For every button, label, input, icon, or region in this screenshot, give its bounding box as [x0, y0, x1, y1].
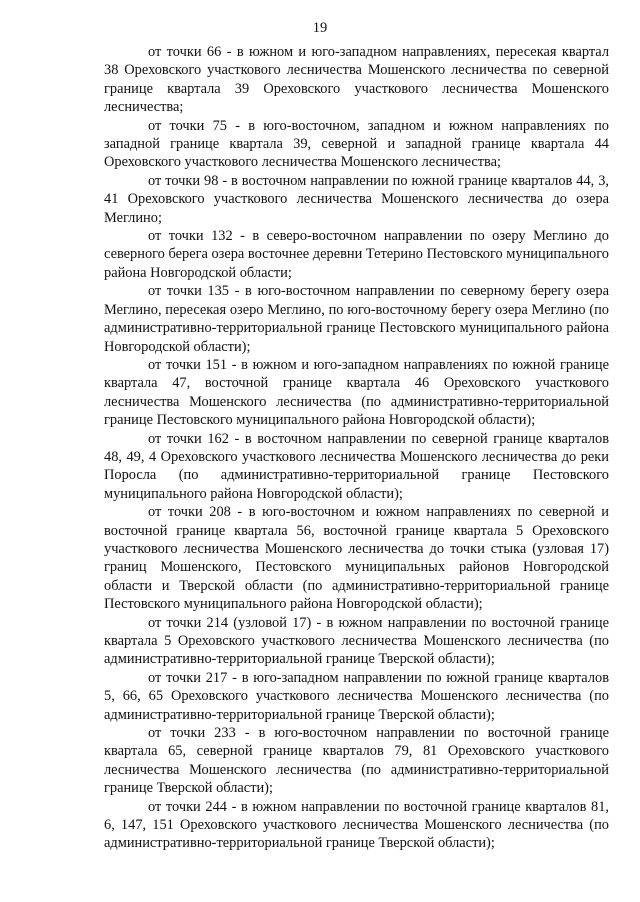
boundary-paragraph-10: от точки 217 - в юго-западном направлении по южной границе кварталов 5, 66, 65 Ореховского участкового лесничества Мошенского лесничества (по административно-территориальной границе Тверской области); [104, 669, 609, 723]
boundary-paragraph-3: от точки 98 - в восточном направлении по южной границе кварталов 44, 3, 41 Ореховского участкового лесничества Мошенского лесничества до озера Меглино; [104, 172, 609, 226]
boundary-paragraph-12: от точки 244 - в южном направлении по восточной границе кварталов 81, 6, 147, 151 Ореховского участкового лесничества Мошенского лесничества (по административно-территориальной границе Тверской области); [104, 798, 609, 852]
boundary-paragraph-6: от точки 151 - в южном и юго-западном направлениях по южной границе квартала 47, восточной границе квартала 46 Ореховского участкового лесничества Мошенского лесничества (по административно-территориальной границе Пестовского муниципального района Новгородской области); [104, 356, 609, 429]
boundary-paragraph-11: от точки 233 - в юго-восточном направлении по восточной границе квартала 65, северной границе кварталов 79, 81 Ореховского участкового лесничества Мошенского лесничества (по административно-территориальной границе Тверской области); [104, 725, 609, 797]
boundary-description [104, 43, 609, 853]
boundary-paragraph-8: от точки 208 - в юго-восточном и южном направлениях по северной и восточной границе квартала 56, восточной границе квартала 5 Ореховского участкового лесничества Мошенского лесничества до точки стыка (узловая 17) границ Мошенского, Пестовского муниципальных районов Новгородской области и Тверской области (по административно-территориальной границе Пестовского муниципального района Новгородской области); [104, 504, 609, 613]
boundary-paragraph-9: от точки 214 (узловой 17) - в южном направлении по восточной границе квартала 5 Ореховского участкового лесничества Мошенского лесничества (по административно-территориальной границе Тверской области); [104, 614, 609, 668]
boundary-paragraph-1: от точки 66 - в южном и юго-западном направлениях, пересекая квартал 38 Ореховского участкового лесничества Мошенского лесничества по северной границе квартала 39 Ореховского участкового лесничества Мошенского лесничества; [104, 44, 609, 116]
page-number: 19 [312, 20, 328, 36]
boundary-paragraph-7: от точки 162 - в восточном направлении по северной границе кварталов 48, 49, 4 Ореховского участкового лесничества Мошенского лесничества до реки Поросла (по административно-территориальной границе Пестовского муниципального района Новгородской области); [104, 430, 609, 502]
boundary-paragraph-2: от точки 75 - в юго-восточном, западном и южном направлениях по западной границе квартала 39, северной и западной границе квартала 44 Ореховского участкового лесничества Мошенского лесничества; [104, 117, 609, 171]
boundary-paragraph-5: от точки 135 - в юго-восточном направлении по северному берегу озера Меглино, пересекая озеро Меглино, по юго-восточному берегу озера Меглино (по административно-территориальной границе Пестовского муниципального района Новгородской области); [104, 283, 609, 355]
boundary-paragraph-4: от точки 132 - в северо-восточном направлении по озеру Меглино до северного берега озера восточнее деревни Тетерино Пестовского муниципального района Новгородской области; [104, 228, 609, 281]
